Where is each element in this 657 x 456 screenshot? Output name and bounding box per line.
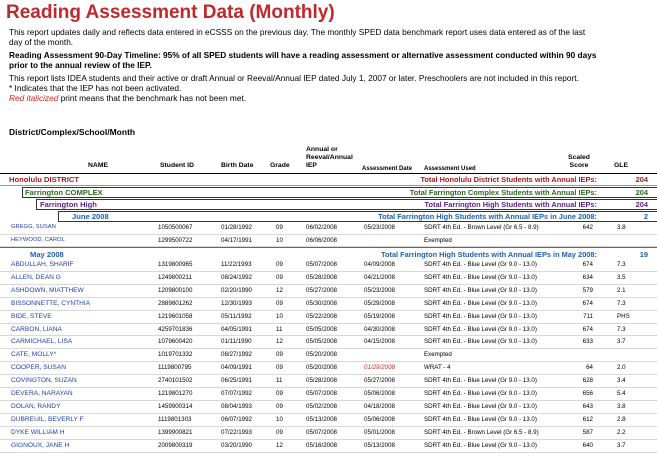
cell-grade: 09 xyxy=(276,224,283,231)
cell-gle: 2.2 xyxy=(617,428,626,436)
header-grade: Grade xyxy=(270,162,290,169)
group-label: District/Complex/School/Month xyxy=(9,127,136,137)
cell-assessment-used: SDRT 4th Ed. - Blue Level (Gr 9.0 - 13.0) xyxy=(424,299,537,307)
cell-assessment-date: 04/21/2008 xyxy=(364,273,395,281)
page-title: Reading Assessment Data (Monthly) xyxy=(6,2,335,23)
cell-scaled-score: 628 xyxy=(582,377,593,385)
cell-grade: 11 xyxy=(276,377,283,385)
cell-scaled-score: 674 xyxy=(582,261,593,268)
cell-birth-date: 08/24/1992 xyxy=(221,273,252,281)
cell-grade: 09 xyxy=(276,299,283,307)
table-row xyxy=(0,235,657,247)
cell-assessment-used: SDRT 4th Ed. - Blue Level (Gr 9.0 - 13.0) xyxy=(424,273,537,281)
cell-student-id: 1399900821 xyxy=(158,428,193,436)
table-row xyxy=(0,401,657,413)
school-label: Farrington High xyxy=(40,200,97,209)
cell-birth-date: 08/04/1993 xyxy=(221,402,252,410)
cell-grade: 12 xyxy=(276,286,283,294)
intro-timeline-2: prior to the annual review of the IEP. xyxy=(9,60,152,70)
cell-gle: 7.3 xyxy=(617,299,626,307)
cell-birth-date: 01/11/1990 xyxy=(221,338,252,346)
cell-name[interactable]: COVINGTON, SUZAN xyxy=(11,377,77,385)
cell-birth-date: 08/27/1992 xyxy=(221,351,252,359)
cell-grade: 09 xyxy=(276,351,283,359)
intro-line-2: day of the month. xyxy=(9,37,74,47)
table-row xyxy=(0,349,657,361)
cell-birth-date: 02/20/1990 xyxy=(221,286,252,294)
cell-gle: 7.3 xyxy=(617,261,626,268)
cell-assessment-used: SDRT 4th Ed. - Blue Level (Gr 9.0 - 13.0) xyxy=(424,286,537,294)
cell-name[interactable]: ABDULLAH, SHARIF xyxy=(11,261,74,268)
header-iep-line-3: IEP xyxy=(306,162,317,169)
cell-student-id: 1019701332 xyxy=(158,351,193,359)
district-total-label: Total Honolulu District Students with Annual IEPs: xyxy=(420,175,597,184)
cell-assessment-date: 04/15/2008 xyxy=(364,338,395,346)
cell-assessment-used: WRAT - 4 xyxy=(424,364,451,372)
header-rule xyxy=(0,173,657,174)
cell-gle: 7.3 xyxy=(617,325,626,333)
cell-gle: 3.8 xyxy=(617,402,626,410)
table-row xyxy=(0,285,657,297)
cell-gle: PHS xyxy=(617,312,630,320)
intro-line-6: * Indicates that the IEP has not been activated. xyxy=(9,83,182,93)
cell-grade: 09 xyxy=(276,261,283,268)
cell-iep-date: 06/02/2008 xyxy=(306,224,337,231)
header-scaled-line-2: Score xyxy=(569,162,589,169)
table-row xyxy=(0,259,657,271)
may-total-label: Total Farrington High Students with Annual IEPs in May 2008: xyxy=(381,250,597,259)
intro-line-1: This report updates daily and reflects data entered in eCSSS on the previous day. The monthly SPED data benchmark report uses data entered as of the last xyxy=(9,27,586,37)
cell-gle: 2.8 xyxy=(617,415,626,423)
cell-iep-date: 05/20/2008 xyxy=(306,351,337,359)
cell-iep-date: 05/28/2008 xyxy=(306,377,337,385)
cell-grade: 10 xyxy=(276,312,283,320)
header-birth-date: Birth Date xyxy=(221,162,254,169)
june-label: June 2008 xyxy=(72,212,109,221)
cell-student-id: 1079600420 xyxy=(158,338,193,346)
cell-scaled-score: 674 xyxy=(582,299,593,307)
table-row xyxy=(0,388,657,400)
complex-count: 204 xyxy=(635,188,648,197)
cell-birth-date: 06/07/1992 xyxy=(221,415,252,423)
cell-birth-date: 07/22/1993 xyxy=(221,428,252,436)
cell-name[interactable]: CARMICHAEL, LISA xyxy=(11,338,73,346)
intro-line-7 xyxy=(9,93,246,103)
cell-grade: 09 xyxy=(276,428,283,436)
header-gle: GLE xyxy=(614,162,628,169)
cell-assessment-date: 05/19/2008 xyxy=(364,312,395,320)
table-row xyxy=(0,272,657,284)
cell-name[interactable]: CARBON, LIANA xyxy=(11,325,62,333)
cell-scaled-score: 643 xyxy=(582,402,593,410)
cell-birth-date: 12/30/1993 xyxy=(221,299,252,307)
cell-birth-date: 06/25/1991 xyxy=(221,377,252,385)
cell-iep-date: 06/06/2008 xyxy=(306,236,337,244)
cell-iep-date: 05/16/2008 xyxy=(306,441,337,449)
cell-iep-date: 05/22/2008 xyxy=(306,312,337,320)
cell-scaled-score: 711 xyxy=(583,312,593,320)
table-row xyxy=(0,311,657,323)
cell-gle: 3.5 xyxy=(617,273,626,281)
cell-gle: 3.7 xyxy=(617,338,626,346)
header-name: NAME xyxy=(88,162,109,169)
cell-birth-date: 03/20/1990 xyxy=(221,441,252,449)
cell-assessment-used: SDRT 4th Ed. - Blue Level (Gr 9.0 - 13.0) xyxy=(424,415,537,423)
red-italic-label: Red italicized xyxy=(9,93,59,103)
cell-scaled-score: 64 xyxy=(586,364,593,372)
cell-iep-date: 05/27/2008 xyxy=(306,286,337,294)
cell-assessment-used: SDRT 4th Ed. - Blue Level (Gr 9.0 - 13.0) xyxy=(424,377,537,385)
table-row xyxy=(0,298,657,310)
cell-student-id: 1219601058 xyxy=(158,312,193,320)
cell-assessment-used: SDRT 4th Ed. - Blue Level (Gr 9.0 - 13.0) xyxy=(424,261,537,268)
cell-gle: 2.0 xyxy=(617,364,626,372)
cell-assessment-used: Exempted xyxy=(424,351,452,359)
cell-student-id: 1119801303 xyxy=(158,415,192,423)
cell-iep-date: 05/30/2008 xyxy=(306,299,337,307)
table-row xyxy=(0,324,657,336)
cell-iep-date: 05/07/2008 xyxy=(306,390,337,397)
timeline-label: Reading Assessment 90-Day Timeline: xyxy=(9,50,161,60)
complex-total-label: Total Farrington Complex Students with Annual IEPs: xyxy=(409,188,597,197)
cell-iep-date: 05/02/2008 xyxy=(306,402,337,410)
cell-name[interactable]: DUBREUIL, BEVERLY F xyxy=(11,415,84,423)
table-row xyxy=(0,222,657,234)
cell-gle: 5.4 xyxy=(617,390,626,397)
cell-name[interactable]: DOLAN, RANDY xyxy=(11,402,61,410)
cell-assessment-used: SDRT 4th Ed. - Brown Level (Gr 6.5 - 8.9) xyxy=(424,428,539,436)
cell-assessment-date: 04/30/2008 xyxy=(364,325,395,333)
cell-scaled-score: 612 xyxy=(582,415,593,423)
header-scaled-score xyxy=(566,154,592,170)
complex-label: Farrington COMPLEX xyxy=(25,188,103,197)
cell-assessment-used: SDRT 4th Ed. - Blue Level (Gr 9.0 - 13.0) xyxy=(424,325,537,333)
cell-gle: 3.8 xyxy=(617,224,626,231)
cell-name[interactable]: ASHDOWN, MIATTHEW xyxy=(11,286,84,294)
cell-assessment-used: SDRT 4th Ed. - Blue Level (Gr 9.0 - 13.0) xyxy=(424,390,537,397)
cell-student-id: 1119800795 xyxy=(158,364,192,372)
may-rule xyxy=(0,247,657,248)
cell-scaled-score: 674 xyxy=(582,325,593,333)
table-row xyxy=(0,375,657,387)
table-row xyxy=(0,362,657,374)
cell-scaled-score: 579 xyxy=(582,286,593,294)
cell-grade: 12 xyxy=(276,441,283,449)
school-count: 204 xyxy=(635,200,648,209)
cell-iep-date: 05/28/2008 xyxy=(306,273,337,281)
row-divider xyxy=(0,452,657,453)
cell-scaled-score: 642 xyxy=(582,224,593,231)
cell-assessment-date: 05/23/2008 xyxy=(364,286,395,294)
cell-grade: 09 xyxy=(276,402,283,410)
cell-name[interactable]: BISSONNETTE, CYNTHIA xyxy=(11,299,91,307)
cell-gle: 3.7 xyxy=(617,441,626,449)
header-student-id: Student ID xyxy=(160,162,194,169)
intro-timeline xyxy=(9,50,596,60)
cell-scaled-score: 656 xyxy=(582,390,593,397)
intro-line-5: This report lists IDEA students and their active or draft Annual or Reeval/Annual IEP dated July 1, 2007 or later. Preschoolers are not included in this report. xyxy=(9,73,579,83)
cell-assessment-date: 04/18/2008 xyxy=(364,402,395,410)
cell-assessment-used: SDRT 4th Ed. - Blue Level (Gr 9.0 - 13.0) xyxy=(424,441,537,449)
may-label: May 2008 xyxy=(30,250,64,259)
cell-scaled-score: 633 xyxy=(582,338,593,346)
cell-student-id: 2009800319 xyxy=(158,441,193,449)
header-iep-line-1: Annual or xyxy=(306,146,338,153)
cell-birth-date: 04/05/1991 xyxy=(221,325,252,333)
cell-birth-date: 04/09/1991 xyxy=(221,364,252,372)
cell-assessment-used: SDRT 4th Ed. - Brown Level (Gr 6.5 - 8.9) xyxy=(424,224,539,231)
cell-iep-date: 05/05/2008 xyxy=(306,325,337,333)
header-assessment-used: Assessment Used xyxy=(424,166,476,172)
cell-birth-date: 05/11/1992 xyxy=(221,312,252,320)
cell-student-id: 1249800211 xyxy=(158,273,192,281)
cell-grade: 10 xyxy=(276,236,283,244)
may-count: 19 xyxy=(639,250,648,259)
cell-grade: 09 xyxy=(276,273,283,281)
june-total-label: Total Farrington High Students with Annual IEPs in June 2008: xyxy=(378,212,597,221)
table-row xyxy=(0,440,657,452)
cell-assessment-date: 05/27/2008 xyxy=(364,377,395,385)
cell-grade: 11 xyxy=(276,325,283,333)
intro-line-7-rest: print means that the benchmark has not been met. xyxy=(58,93,247,103)
cell-iep-date: 05/20/2008 xyxy=(306,364,337,372)
cell-assessment-used: SDRT 4th Ed. - Blue Level (Gr 9.0 - 13.0) xyxy=(424,338,537,346)
cell-iep-date: 05/05/2008 xyxy=(306,338,337,346)
cell-scaled-score: 634 xyxy=(582,273,593,281)
cell-assessment-used: SDRT 4th Ed. - Blue Level (Gr 9.0 - 13.0) xyxy=(424,312,537,320)
cell-gle: 3.4 xyxy=(617,377,626,385)
header-iep-line-2: Reeval/Annual xyxy=(306,154,353,161)
cell-scaled-score: 640 xyxy=(582,441,593,449)
table-row xyxy=(0,336,657,348)
cell-birth-date: 04/17/1991 xyxy=(221,236,252,244)
cell-gle: 2.1 xyxy=(617,286,626,294)
cell-name[interactable]: DEVERA, NARAYAN xyxy=(11,390,73,397)
header-iep xyxy=(306,146,353,170)
cell-iep-date: 05/07/2008 xyxy=(306,428,337,436)
cell-student-id: 1219801270 xyxy=(158,390,193,397)
cell-grade: 09 xyxy=(276,390,283,397)
cell-scaled-score: 587 xyxy=(582,428,593,436)
district-count: 204 xyxy=(635,175,648,184)
cell-assessment-date: 04/09/2008 xyxy=(364,261,395,268)
cell-iep-date: 05/07/2008 xyxy=(306,261,337,268)
district-rule xyxy=(0,185,657,186)
cell-student-id: 4259701836 xyxy=(158,325,193,333)
header-scaled-line-1: Scaled xyxy=(568,154,590,161)
cell-birth-date: 11/22/1993 xyxy=(221,261,252,268)
cell-student-id: 1459900314 xyxy=(158,402,193,410)
cell-grade: 10 xyxy=(276,415,283,423)
cell-assessment-date: 05/06/2008 xyxy=(364,415,395,423)
cell-student-id: 1209800100 xyxy=(158,286,193,294)
cell-iep-date: 05/13/2008 xyxy=(306,415,337,423)
cell-name[interactable]: GIGNOUX, JANE H xyxy=(11,441,70,449)
table-row xyxy=(0,427,657,439)
header-assessment-date: Assessment Date xyxy=(362,166,413,172)
cell-assessment-date: 05/06/2008 xyxy=(364,390,395,397)
cell-name[interactable]: ALLEN, DEAN G xyxy=(11,273,61,281)
cell-assessment-used: SDRT 4th Ed. - Blue Level (Gr 9.0 - 13.0) xyxy=(424,402,537,410)
table-row xyxy=(0,414,657,426)
cell-name[interactable]: DYKE WILLIAM H xyxy=(11,428,65,436)
cell-student-id: 2740101502 xyxy=(158,377,193,385)
june-count: 2 xyxy=(643,212,648,221)
cell-name[interactable]: CATE, MOLLY* xyxy=(11,351,57,359)
cell-student-id: 1299500722 xyxy=(158,236,193,244)
cell-birth-date: 07/07/1992 xyxy=(221,390,252,397)
school-total-label: Total Farrington High Students with Annual IEPs: xyxy=(424,200,597,209)
cell-assessment-date: 05/29/2008 xyxy=(364,299,395,307)
cell-grade: 09 xyxy=(276,364,283,372)
cell-assessment-date: 01/29/2008 xyxy=(364,364,395,372)
cell-assessment-used: Exempted xyxy=(424,236,452,244)
cell-name[interactable]: COOPER, SUSAN xyxy=(11,364,66,372)
cell-assessment-date: 05/13/2008 xyxy=(364,441,395,449)
cell-grade: 12 xyxy=(276,338,283,346)
cell-name[interactable]: BIDE, STEVE xyxy=(11,312,52,320)
district-label: Honolulu DISTRICT xyxy=(9,175,80,184)
cell-name[interactable]: GREGG, SUSAN xyxy=(11,224,56,230)
timeline-text: 95% of all SPED students will have a reading assessment or alternative assessment conducted within 90 days xyxy=(160,50,597,60)
cell-student-id: 2889801262 xyxy=(158,299,193,307)
cell-assessment-date: 05/23/2008 xyxy=(364,224,395,231)
cell-birth-date: 01/28/1992 xyxy=(221,224,252,231)
cell-name[interactable]: HEYWOOD, CAROL xyxy=(11,236,65,243)
cell-student-id: 1050500067 xyxy=(158,224,193,231)
cell-assessment-date: 05/01/2008 xyxy=(364,428,395,436)
cell-student-id: 1319800965 xyxy=(158,261,193,268)
